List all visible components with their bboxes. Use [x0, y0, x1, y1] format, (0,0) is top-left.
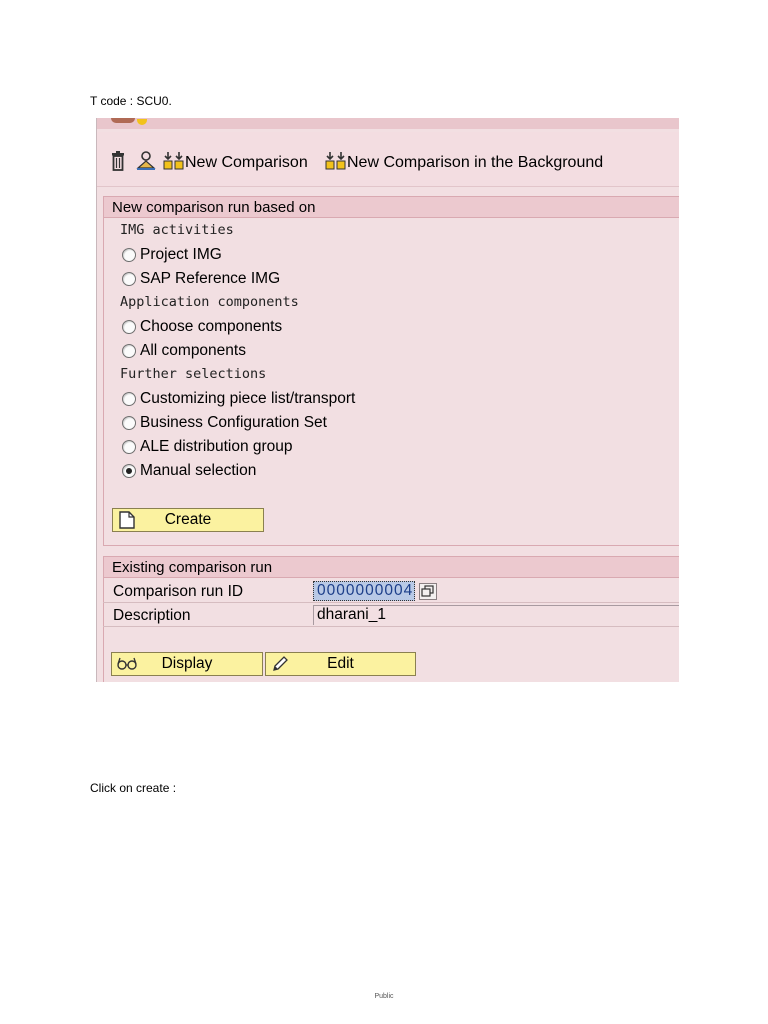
radio-label: ALE distribution group — [140, 438, 293, 455]
doc-heading: T code : SCU0. — [90, 94, 172, 108]
radio-sap-reference-img[interactable] — [122, 268, 280, 290]
row-divider — [103, 602, 679, 603]
radio-choose-components[interactable] — [122, 316, 282, 338]
new-comparison-label: New Comparison — [185, 154, 308, 171]
new-comparison-background-button[interactable] — [325, 152, 603, 174]
display-button[interactable] — [111, 652, 263, 676]
radio-label: Business Configuration Set — [140, 414, 327, 431]
user-tree-icon — [135, 151, 157, 176]
display-button-label: Display — [161, 655, 213, 672]
comparison-id-row — [103, 580, 679, 603]
radio-button[interactable] — [122, 320, 136, 334]
radio-label: Project IMG — [140, 246, 222, 263]
new-comparison-background-label: New Comparison in the Background — [347, 154, 604, 171]
radio-button[interactable] — [122, 440, 136, 454]
group-title-further-selections: Further selections — [120, 366, 267, 382]
radio-label: Manual selection — [140, 462, 257, 479]
radio-label: SAP Reference IMG — [140, 270, 281, 287]
radio-label: All components — [140, 342, 246, 359]
description-row — [103, 604, 679, 627]
trash-icon — [111, 151, 125, 176]
create-button[interactable] — [112, 508, 264, 532]
sap-screenshot — [96, 118, 679, 682]
radio-button[interactable] — [122, 272, 136, 286]
new-run-panel-header: New comparison run based on — [103, 196, 679, 218]
comparison-background-icon — [325, 151, 347, 176]
title-bar — [97, 118, 679, 129]
radio-piece-list[interactable] — [122, 388, 355, 410]
doc-instruction: Click on create : — [90, 781, 177, 795]
new-run-panel — [103, 218, 679, 546]
page-footer: Public — [374, 993, 394, 1000]
radio-label: Customizing piece list/transport — [140, 390, 356, 407]
radio-label: Choose components — [140, 318, 283, 335]
radio-button[interactable] — [122, 344, 136, 358]
sun-icon — [137, 119, 147, 125]
comparison-icon — [163, 151, 185, 176]
group-title-app-components: Application components — [120, 294, 299, 310]
new-comparison-button[interactable] — [163, 152, 308, 174]
description-label: Description — [113, 607, 191, 624]
radio-button[interactable] — [122, 392, 136, 406]
existing-run-panel-header: Existing comparison run — [103, 556, 679, 578]
radio-bc-set[interactable] — [122, 412, 327, 434]
comparison-id-label: Comparison run ID — [113, 583, 244, 600]
radio-button-selected[interactable] — [122, 464, 136, 478]
edit-button-label: Edit — [327, 655, 354, 672]
edit-button[interactable] — [265, 652, 416, 676]
application-toolbar — [97, 132, 679, 187]
group-title-img: IMG activities — [120, 222, 234, 238]
radio-project-img[interactable] — [122, 244, 222, 266]
user-settings-button[interactable] — [135, 152, 157, 174]
sap-logo-icon — [111, 118, 135, 123]
delete-button[interactable] — [111, 152, 125, 174]
radio-all-components[interactable] — [122, 340, 246, 362]
radio-manual-selection[interactable] — [122, 460, 256, 482]
radio-ale-group[interactable] — [122, 436, 293, 458]
radio-button[interactable] — [122, 416, 136, 430]
create-button-label: Create — [164, 511, 212, 528]
description-input[interactable]: dharani_1 — [313, 605, 679, 625]
row-divider — [103, 626, 679, 627]
radio-button[interactable] — [122, 248, 136, 262]
comparison-id-input[interactable]: 0000000004 — [313, 581, 415, 601]
